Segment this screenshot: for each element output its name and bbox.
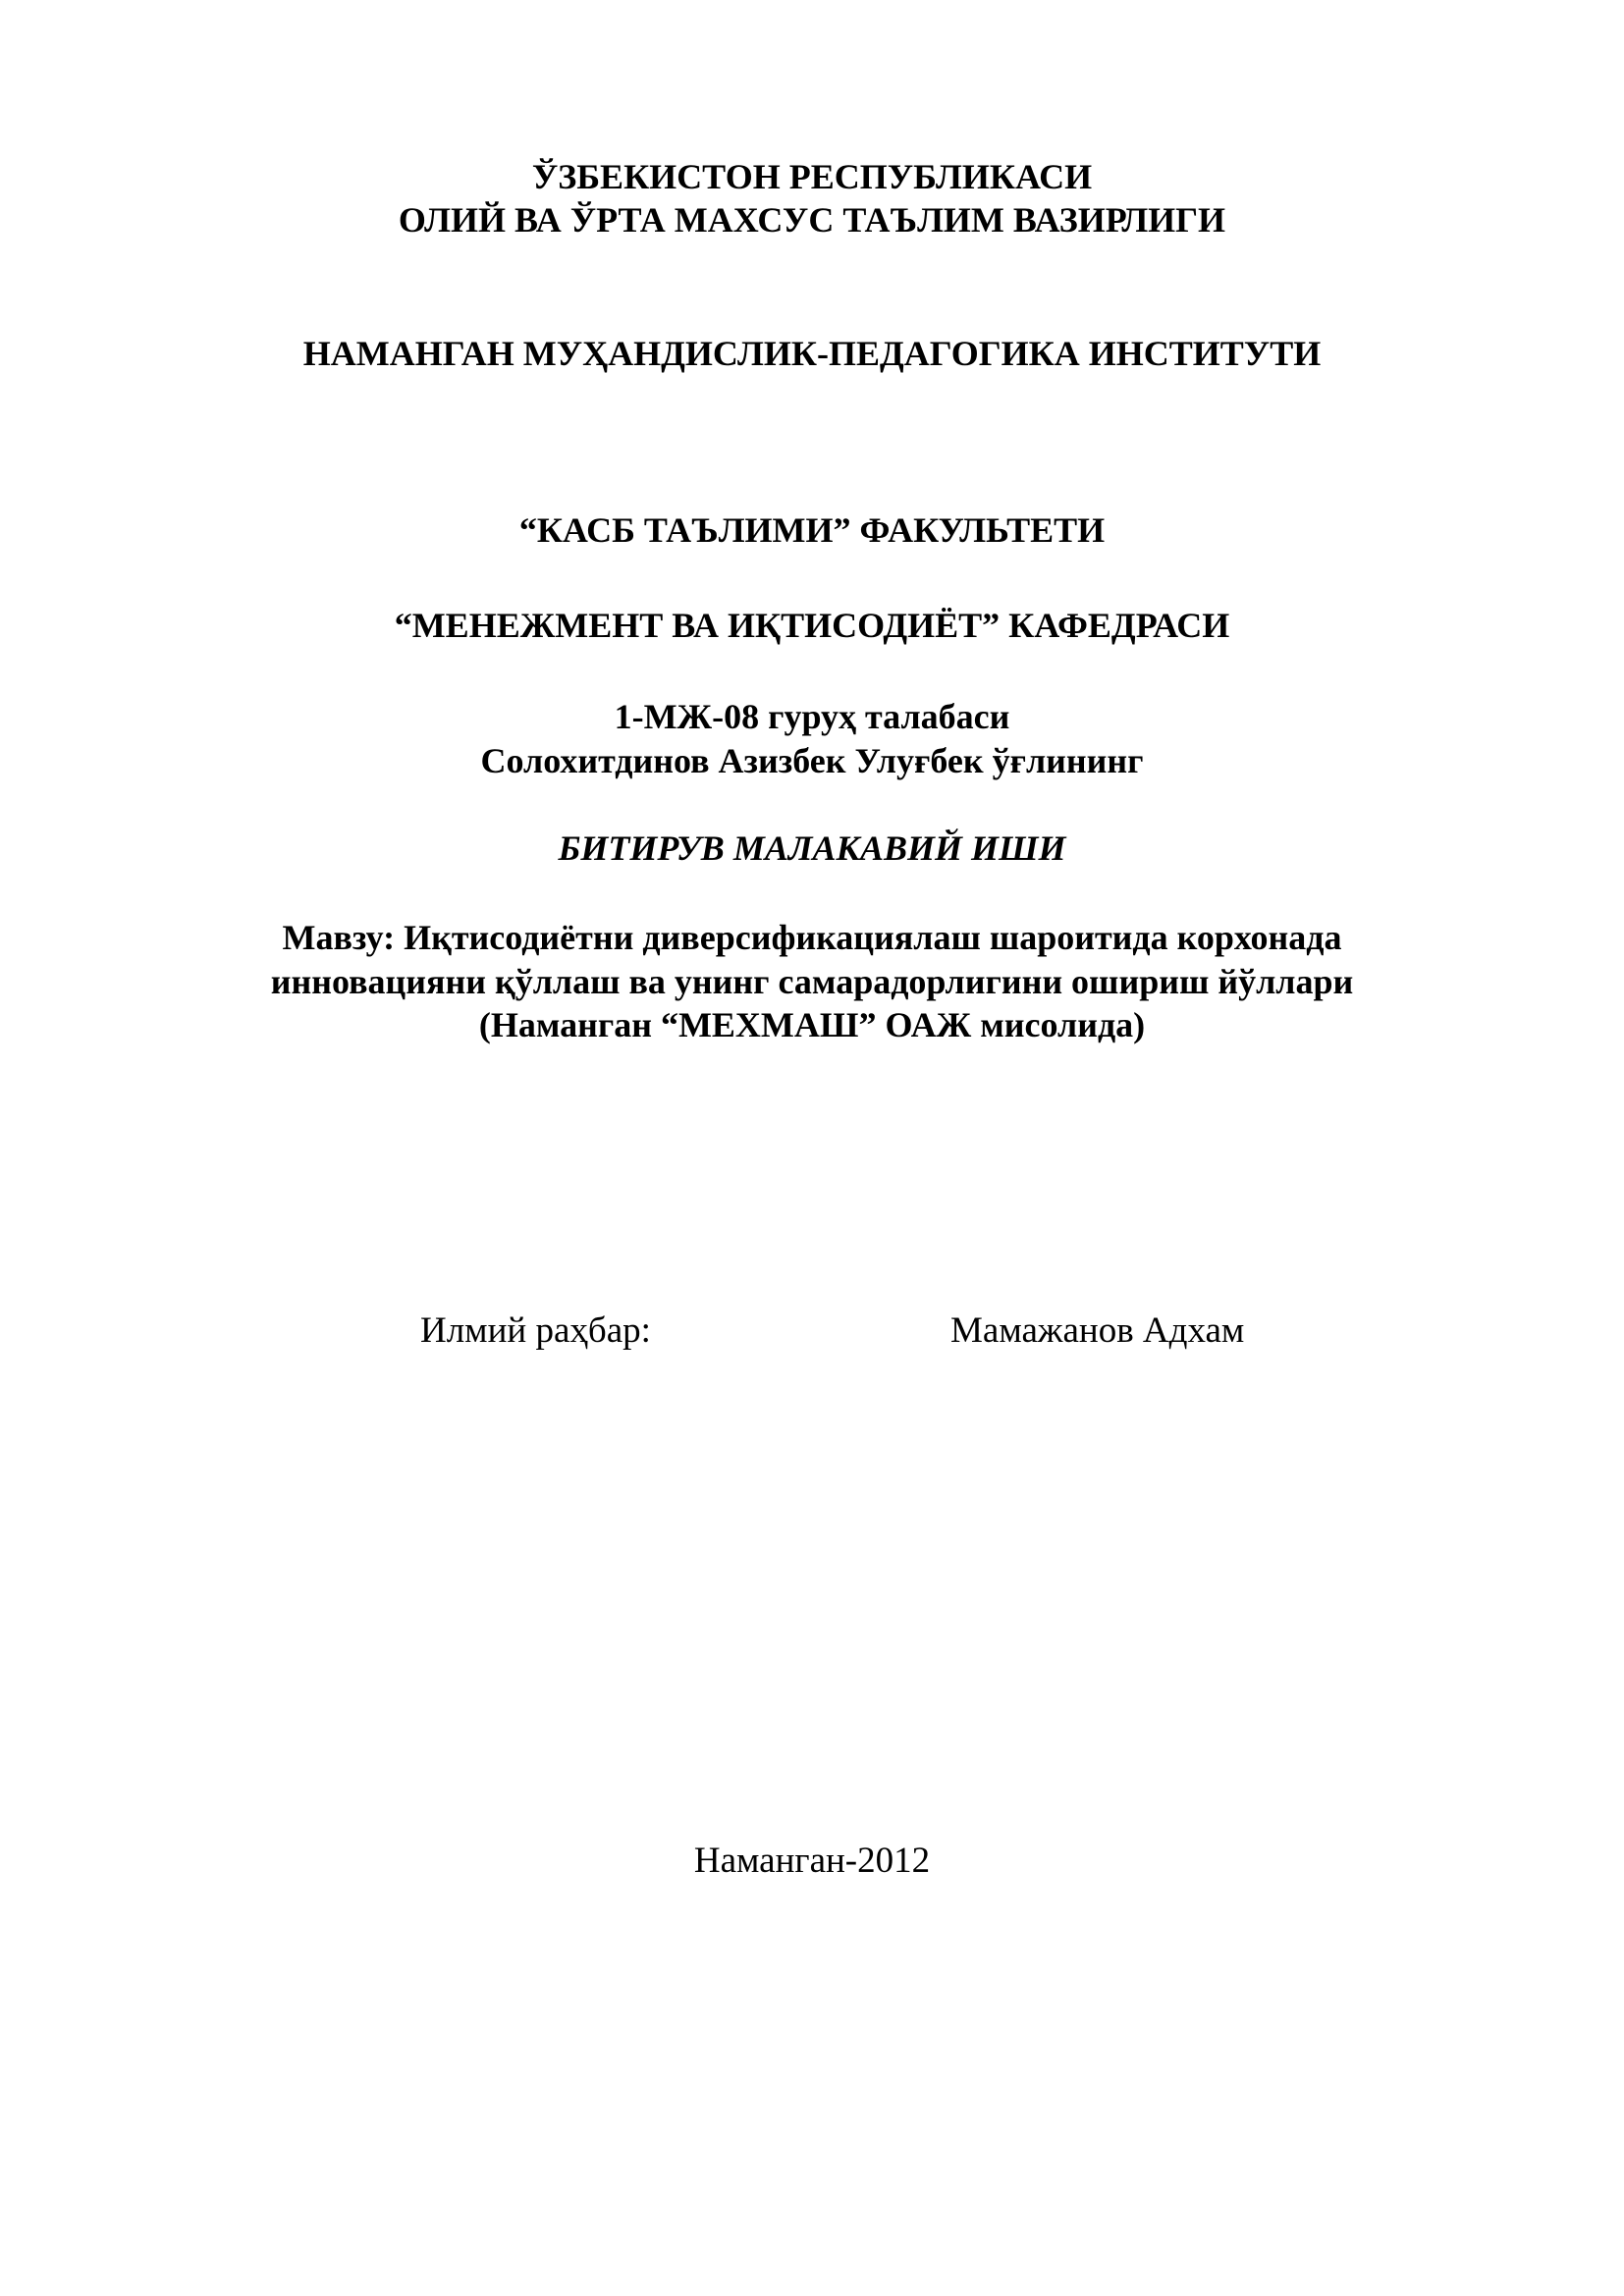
- department-heading: “МЕНЕЖМЕНТ ВА ИҚТИСОДИЁТ” КАФЕДРАСИ: [394, 606, 1230, 645]
- ministry-heading: ОЛИЙ ВА ЎРТА МАХСУС ТАЪЛИМ ВАЗИРЛИГИ: [398, 200, 1226, 240]
- faculty-heading: “КАСБ ТАЪЛИМИ” ФАКУЛЬТЕТИ: [518, 510, 1106, 550]
- city-year: Наманган-2012: [693, 1841, 931, 1881]
- institute-heading: НАМАНГАН МУҲАНДИСЛИК-ПЕДАГОГИКА ИНСТИТУТИ: [302, 334, 1322, 373]
- topic-line-1: Мавзу: Иқтисодиётни диверсификациялаш шароитида корхонада: [282, 918, 1342, 957]
- supervisor-label: Илмий раҳбар:: [420, 1310, 651, 1351]
- country-heading: ЎЗБЕКИСТОН РЕСПУБЛИКАСИ: [531, 157, 1093, 196]
- supervisor-name: Мамажанов Адхам: [950, 1310, 1245, 1351]
- student-group: 1-МЖ-08 гуруҳ талабаси: [614, 697, 1010, 736]
- topic-line-3: (Наманган “МЕХМАШ” ОАЖ мисолида): [478, 1005, 1146, 1044]
- student-name: Солохитдинов Азизбек Улуғбек ўғлининг: [480, 741, 1144, 780]
- work-type-title: БИТИРУВ МАЛАКАВИЙ ИШИ: [558, 828, 1066, 868]
- topic-line-2: инновацияни қўллаш ва унинг самарадорлигини ошириш йўллари: [270, 962, 1354, 1001]
